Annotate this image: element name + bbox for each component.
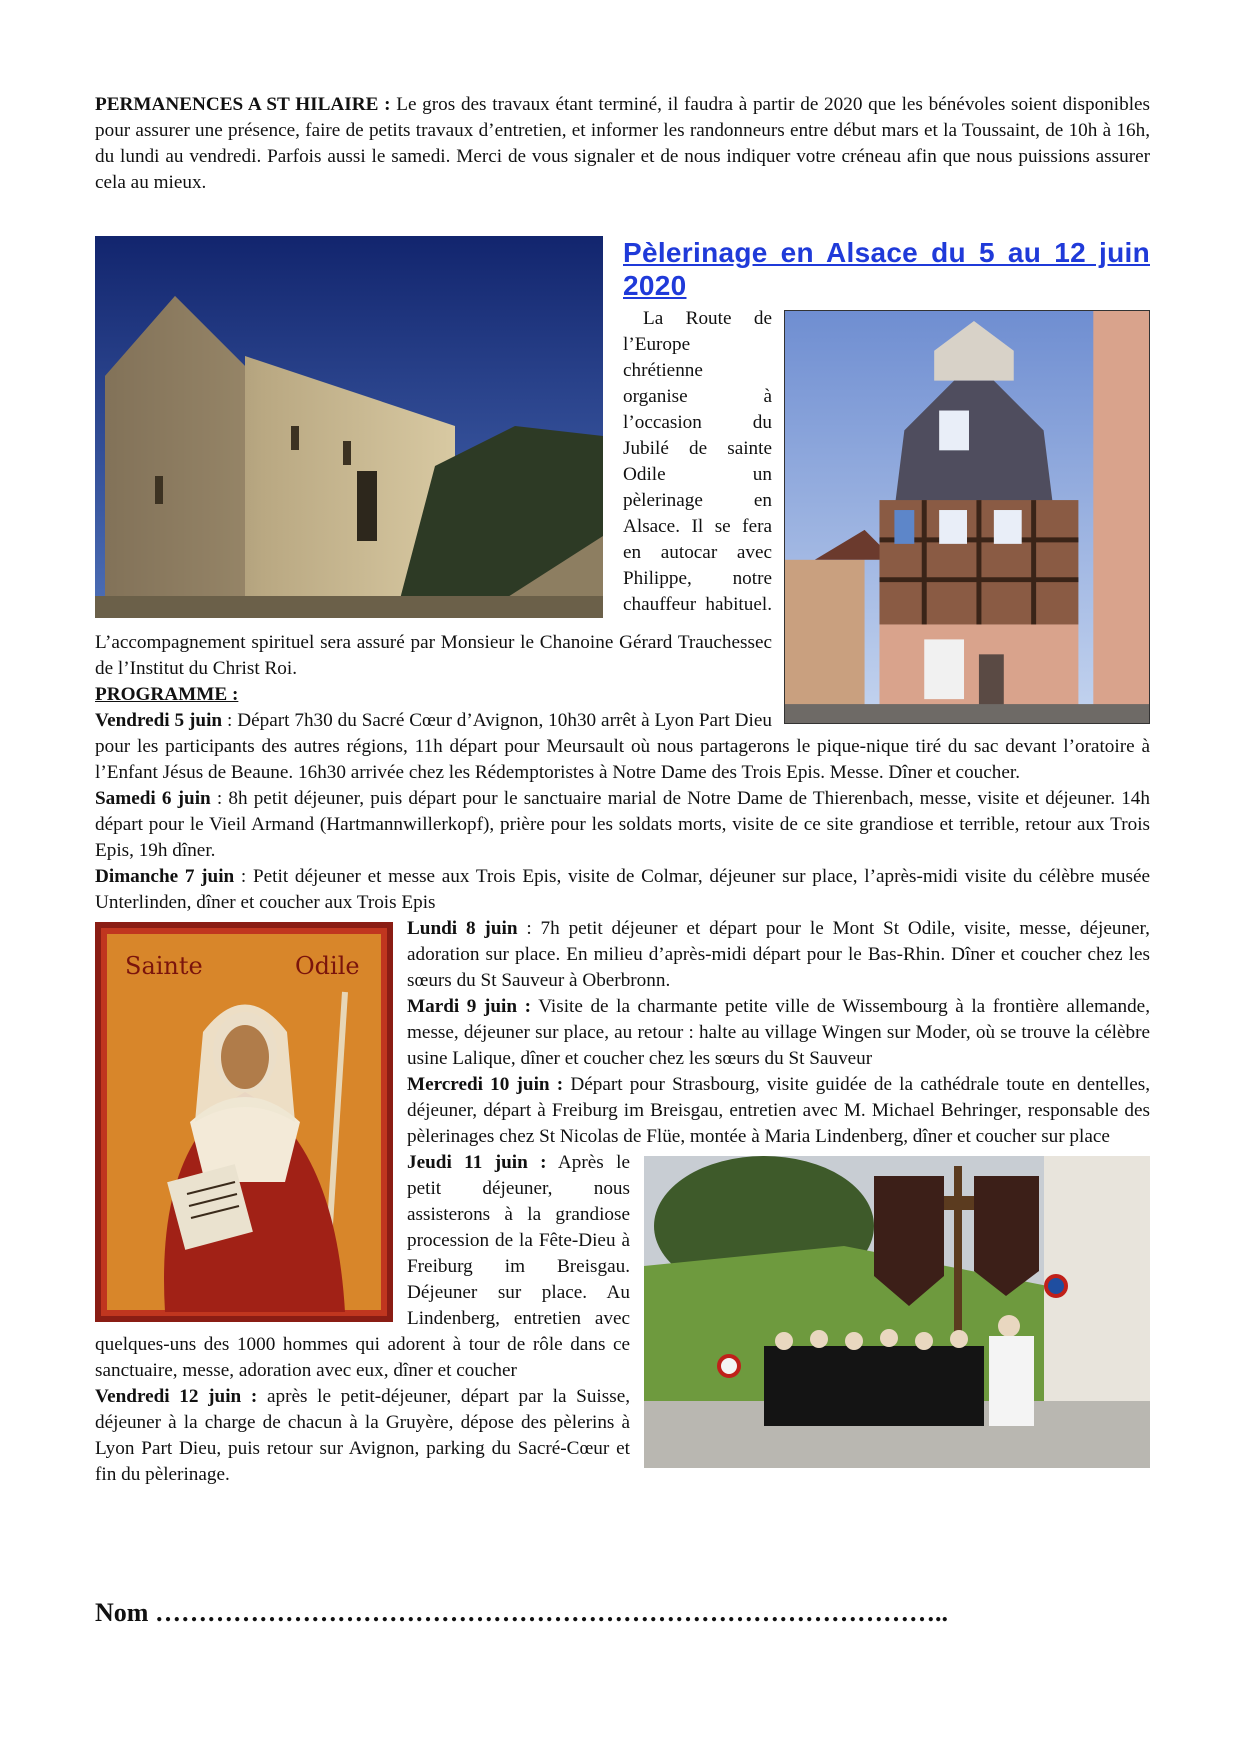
icon-caption-left: Sainte: [125, 952, 203, 980]
day-entry: Mardi 9 juin : Visite de la charmante petite ville de Wissembourg à la frontière allemande, messe, déjeuner sur place, au retour : halte au village Wingen sur Moder, où se trouve la célèbre usine Lalique, dîner et coucher chez les sœurs du St Sauveur: [407, 996, 1150, 1069]
day-entry: Vendredi 12 juin : après le petit-déjeuner, départ par la Suisse, déjeuner à la charge de chacun à la Gruyère, dépose des pèlerins à Lyon Part Dieu, puis retour sur Avignon, parking du Sacré-Cœur et fin du pèlerinage.: [95, 1386, 631, 1485]
day-entry: Samedi 6 juin : 8h petit déjeuner, puis départ pour le sanctuaire marial de Notre Dame de Thierenbach, messe, visite et déjeuner. 14h départ pour le Vieil Armand (Hartmannwillerkopf), prière pour les soldats morts, visite de ce site grandiose et terrible, retour aux Trois Epis, 19h dîner.: [95, 788, 1150, 861]
name-dots: ………………………………………………………………………………..: [154, 1598, 948, 1627]
procession-photo: [644, 1156, 1150, 1468]
day-entry: Jeudi 11 juin : Après le petit déjeuner, nous assisterons à la grandiose procession de la Fête-Dieu à Freiburg im Breisgau. Déjeuner sur place. Au Lindenberg, entretien avec quelques-uns des 1000 hommes qui adorent à tour de rôle dans ce sanctuaire, messe, adoration avec eux, dîner et coucher: [95, 1152, 630, 1381]
name-label: Nom: [95, 1598, 149, 1627]
intro-text: Le gros des travaux étant terminé, il faudra à partir de 2020 que les bénévoles soient disponibles pour assurer une présence, faire de petits travaux d’entretien, et informer les randonneurs entre début mars et la Toussaint, de 10h à 16h, du lundi au vendredi. Parfois aussi le samedi. Merci de vous signaler et de nous indiquer votre créneau afin que nous puissions assurer cela au mieux.: [95, 94, 1151, 193]
chapel-photo: [95, 236, 603, 618]
icon-caption-right: Odile: [295, 952, 360, 980]
program-heading: PROGRAMME :: [95, 684, 239, 705]
day-entry: Vendredi 5 juin : Départ 7h30 du Sacré Cœur d’Avignon, 10h30 arrêt à Lyon Part Dieu pour les participants des autres régions, 11h départ pour Meursault où nous partagerons le pique-nique tiré du sac devant l’oratoire à l’Enfant Jésus de Beaune. 16h30 arrivée chez les Rédemptoristes à Notre Dame des Trois Epis. Messe. Dîner et coucher.: [95, 710, 1150, 783]
alsace-house-photo: [784, 310, 1150, 724]
name-field-line: [95, 1598, 948, 1628]
day-entry: Mercredi 10 juin : Départ pour Strasbourg, visite guidée de la cathédrale toute en dentelles, déjeuner, départ à Freiburg im Breisgau, entretien avec M. Michael Behringer, responsable des pèlerinages chez St Nicolas de Flüe, montée à Maria Lindenberg, dîner et coucher sur place: [407, 1074, 1151, 1147]
document-page: [95, 92, 1150, 1488]
sainte-odile-icon-image: [95, 922, 393, 1322]
intro-label: PERMANENCES A ST HILAIRE :: [95, 94, 391, 115]
intro-paragraph: [95, 92, 1150, 196]
day-entry: Lundi 8 juin : 7h petit déjeuner et départ pour le Mont St Odile, visite, messe, déjeuner, adoration sur place. En milieu d’après-midi départ pour le Bas-Rhin. Dîner et coucher chez les sœurs du St Sauveur à Oberbronn.: [407, 918, 1150, 991]
pilgrimage-lead: La Route de l’Europe chrétienne organise à l’occasion du Jubilé de sainte Odile un pèlerinage en Alsace. Il se fera en autocar avec Philippe, notre chauffeur habituel. L’accompagnement spirituel sera assuré par Monsieur le Chanoine Gérard Trauchessec de l’Institut du Christ Roi.: [95, 308, 772, 679]
pilgrimage-title: Pèlerinage en Alsace du 5 au 12 juin 2020: [623, 237, 1150, 301]
day-entry: Dimanche 7 juin : Petit déjeuner et messe aux Trois Epis, visite de Colmar, déjeuner sur place, l’après-midi visite du célèbre musée Unterlinden, dîner et coucher aux Trois Epis: [95, 866, 1150, 913]
